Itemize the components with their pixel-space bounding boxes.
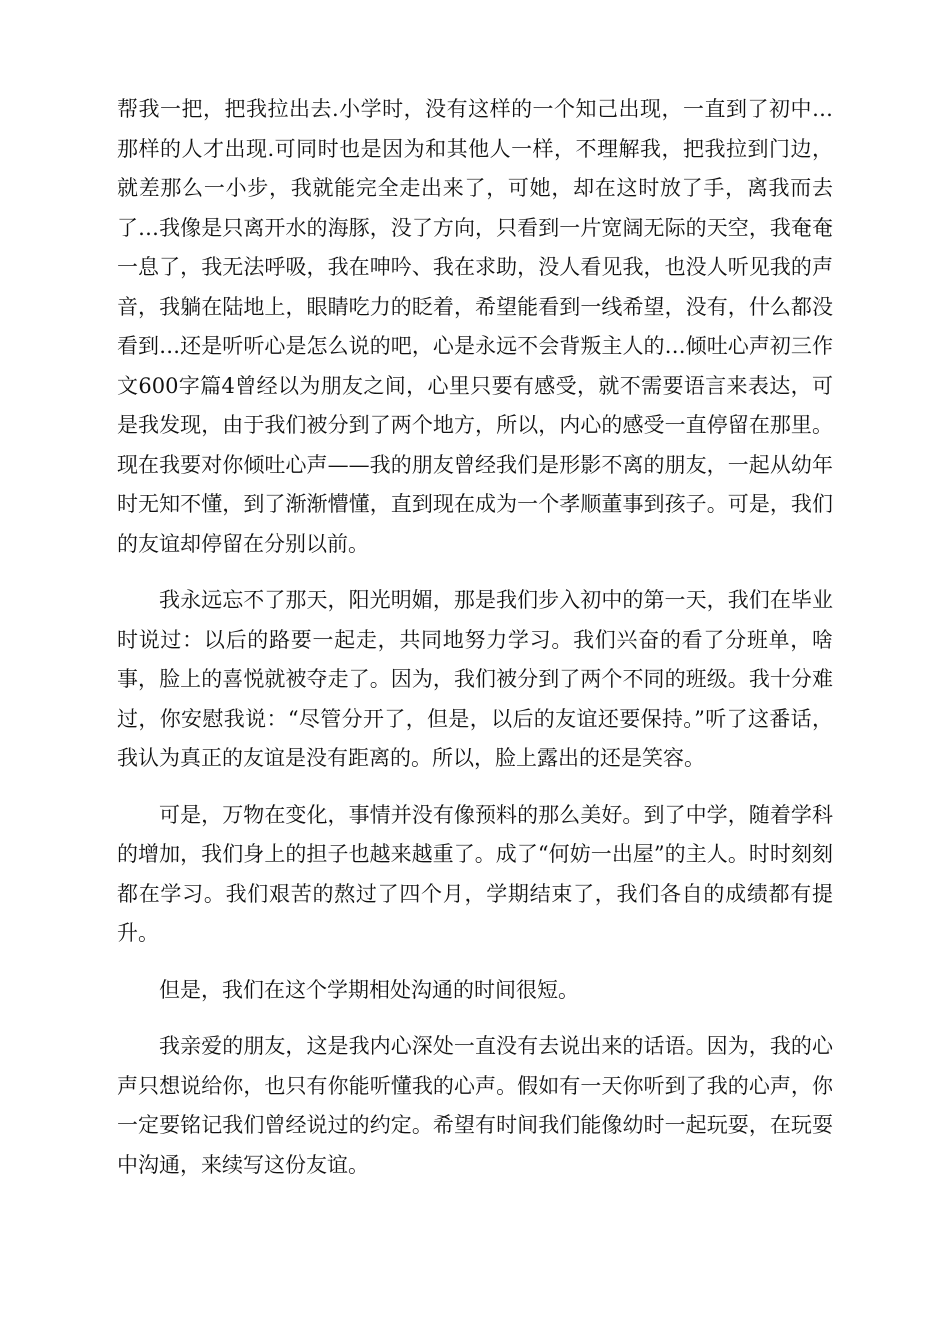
paragraph-4: 但是，我们在这个学期相处沟通的时间很短。	[159, 977, 579, 1002]
paragraph-1: 帮我一把，把我拉出去.小学时，没有这样的一个知己出现，一直到了初中…那样的人才出现.可同时也是因为和其他人一样，不理解我，把我拉到门边，就差那么一小步，我就能完全走出来了，可她，却在这时放了手，离我而去了…我像是只离开水的海豚，没了方向，只看到一片宽阔无际的天空，我奄奄一息了，我无法呼吸，我在呻吟、我在求助，没人看见我，也没人听见我的声音，我躺在陆地上，眼睛吃力的眨着，希望能看到一线希望，没有，什么都没看到…还是听听心是怎么说的吧，心是永远不会背叛主人的…倾吐心声初三作文600字篇4曾经以为朋友之间，心里只要有感受，就不需要语言来表达，可是我发现，由于我们被分到了两个地方，所以，内心的感受一直停留在那里。现在我要对你倾吐心声——我的朋友曾经我们是形影不离的朋友，一起从幼年时无知不懂，到了渐渐懵懂，直到现在成为一个孝顺董事到孩子。可是，我们的友谊却停留在分别以前。	[117, 97, 833, 556]
paragraph-5: 我亲爱的朋友，这是我内心深处一直没有去说出来的话语。因为，我的心声只想说给你，也只有你能听懂我的心声。假如有一天你听到了我的心声，你一定要铭记我们曾经说过的约定。希望有时间我们能像幼时一起玩耍，在玩耍中沟通，来续写这份友谊。	[117, 1034, 833, 1177]
paragraph-2: 我永远忘不了那天，阳光明媚，那是我们步入初中的第一天，我们在毕业时说过：以后的路要一起走，共同地努力学习。我们兴奋的看了分班单，啥事，脸上的喜悦就被夺走了。因为，我们被分到了两个不同的班级。我十分难过，你安慰我说：“尽管分开了，但是，以后的友谊还要保持。”听了这番话，我认为真正的友谊是没有距离的。所以，脸上露出的还是笑容。	[117, 588, 833, 770]
paragraph-3: 可是，万物在变化，事情并没有像预料的那么美好。到了中学，随着学科的增加，我们身上的担子也越来越重了。成了“何妨一出屋”的主人。时时刻刻都在学习。我们艰苦的熬过了四个月，学期结束了，我们各自的成绩都有提升。	[117, 802, 833, 945]
document-page	[117, 90, 833, 1202]
